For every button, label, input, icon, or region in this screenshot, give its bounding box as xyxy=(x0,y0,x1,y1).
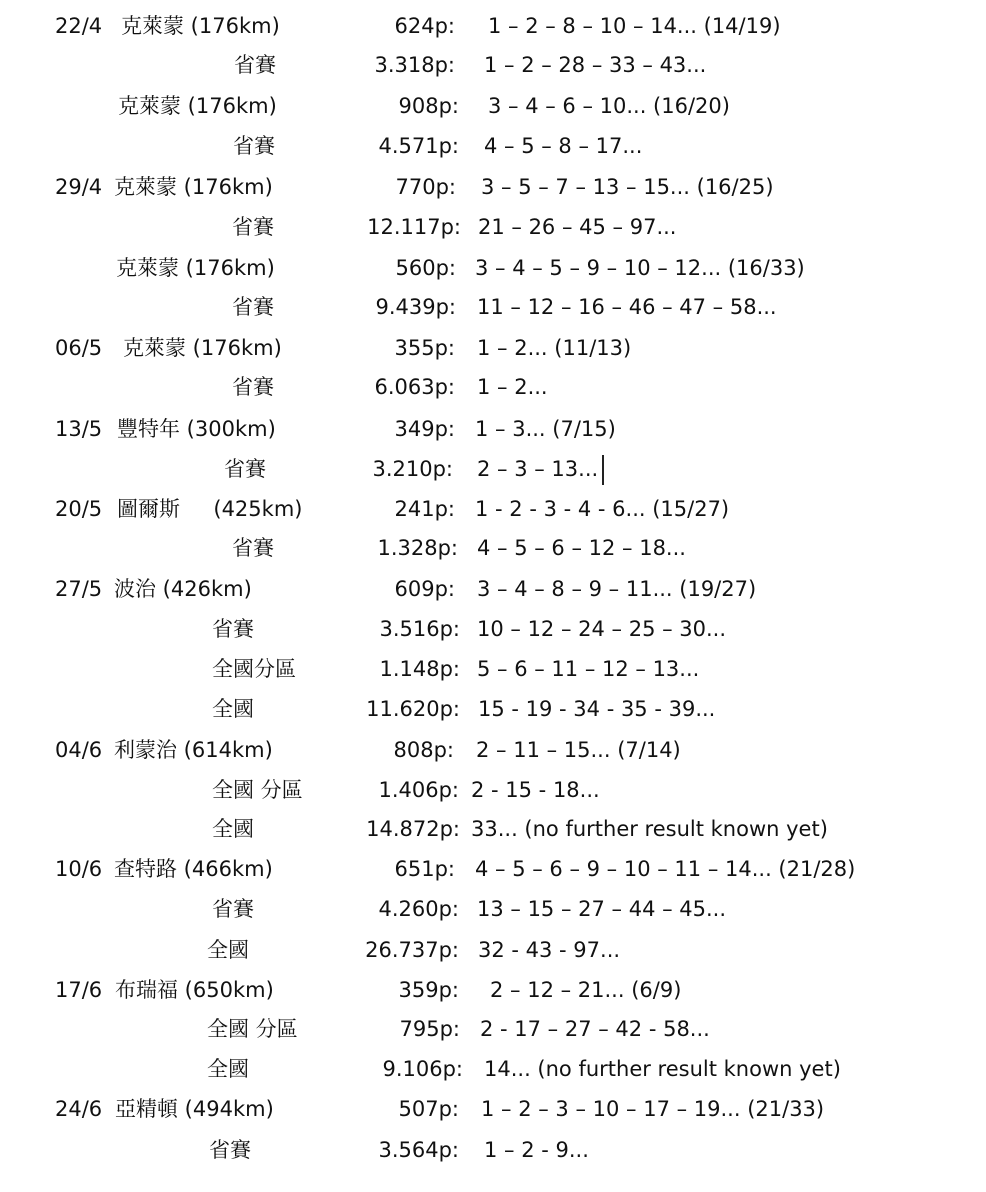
race-positions: 3 – 4 – 6 – 10... (16/20) xyxy=(488,94,730,118)
race-location: 省賽 xyxy=(233,134,275,158)
race-positions: 32 - 43 - 97... xyxy=(478,938,621,962)
pigeon-count: 624p: xyxy=(394,14,455,38)
result-row xyxy=(0,290,986,324)
pigeon-count: 908p: xyxy=(398,94,459,118)
race-positions: 21 – 26 – 45 – 97... xyxy=(478,215,677,239)
race-date: 27/5 xyxy=(55,577,103,601)
pigeon-count: 9.106p: xyxy=(382,1057,463,1081)
race-positions: 13 – 15 – 27 – 44 – 45... xyxy=(477,897,727,921)
result-row xyxy=(0,1052,986,1086)
race-positions: 2 – 3 – 13... xyxy=(477,457,599,481)
pigeon-count: 12.117p: xyxy=(367,215,461,239)
pigeon-count: 359p: xyxy=(398,978,459,1002)
result-row xyxy=(0,892,986,926)
result-row xyxy=(0,129,986,163)
pigeon-count: 3.318p: xyxy=(374,53,455,77)
result-row xyxy=(0,452,986,486)
race-positions: 3 – 4 – 8 – 9 – 11... (19/27) xyxy=(477,577,757,601)
race-positions: 4 – 5 – 6 – 9 – 10 – 11 – 14... (21/28) xyxy=(475,857,856,881)
race-location: 全國 分區 xyxy=(212,778,303,802)
race-date: 17/6 xyxy=(55,978,103,1002)
result-row xyxy=(0,370,986,404)
pigeon-count: 4.571p: xyxy=(378,134,459,158)
race-location: 克萊蒙 (176km) xyxy=(114,175,273,199)
race-location: 豐特年 (300km) xyxy=(117,417,276,441)
pigeon-count: 560p: xyxy=(395,256,456,280)
pigeon-count: 11.620p: xyxy=(366,697,460,721)
result-row xyxy=(0,1133,986,1167)
pigeon-count: 770p: xyxy=(395,175,456,199)
race-positions: 4 – 5 – 6 – 12 – 18... xyxy=(477,536,686,560)
race-location: 省賽 xyxy=(224,457,266,481)
race-positions: 1 – 2 – 8 – 10 – 14... (14/19) xyxy=(488,14,781,38)
race-positions: 3 – 4 – 5 – 9 – 10 – 12... (16/33) xyxy=(475,256,805,280)
race-date: 13/5 xyxy=(55,417,103,441)
pigeon-count: 9.439p: xyxy=(375,295,456,319)
race-location: 圖爾斯 (425km) xyxy=(117,497,303,521)
pigeon-count: 1.328p: xyxy=(377,536,458,560)
result-row xyxy=(0,692,986,726)
pigeon-count: 3.516p: xyxy=(379,617,460,641)
race-location: 省賽 xyxy=(212,897,254,921)
result-row xyxy=(0,492,986,526)
race-location: 克萊蒙 (176km) xyxy=(116,256,275,280)
race-location: 全國 xyxy=(212,817,254,841)
pigeon-count: 609p: xyxy=(394,577,455,601)
race-location: 全國分區 xyxy=(212,657,296,681)
result-row xyxy=(0,531,986,565)
result-row xyxy=(0,852,986,886)
race-positions: 2 – 11 – 15... (7/14) xyxy=(476,738,681,762)
pigeon-count: 6.063p: xyxy=(374,375,455,399)
race-positions: 1 - 2 - 3 - 4 - 6... (15/27) xyxy=(475,497,730,521)
race-date: 10/6 xyxy=(55,857,103,881)
result-row xyxy=(0,773,986,807)
result-row xyxy=(0,812,986,846)
pigeon-count: 3.210p: xyxy=(372,457,453,481)
race-location: 克萊蒙 (176km) xyxy=(123,336,282,360)
race-date: 06/5 xyxy=(55,336,103,360)
race-location: 省賽 xyxy=(209,1138,251,1162)
pigeon-count: 651p: xyxy=(394,857,455,881)
pigeon-count: 241p: xyxy=(394,497,455,521)
race-date: 20/5 xyxy=(55,497,103,521)
result-row xyxy=(0,9,986,43)
race-location: 全國 xyxy=(207,1057,249,1081)
race-location: 省賽 xyxy=(232,295,274,319)
result-row xyxy=(0,89,986,123)
race-location: 亞精頓 (494km) xyxy=(115,1097,274,1121)
race-positions: 1 – 2... (11/13) xyxy=(477,336,632,360)
race-positions: 15 - 19 - 34 - 35 - 39... xyxy=(478,697,716,721)
race-positions: 2 - 17 – 27 – 42 - 58... xyxy=(480,1017,710,1041)
race-positions: 2 – 12 – 21... (6/9) xyxy=(490,978,682,1002)
race-location: 省賽 xyxy=(232,536,274,560)
race-location: 克萊蒙 (176km) xyxy=(118,94,277,118)
result-row xyxy=(0,973,986,1007)
result-row xyxy=(0,733,986,767)
race-location: 查特路 (466km) xyxy=(114,857,273,881)
race-positions: 33... (no further result known yet) xyxy=(471,817,828,841)
result-row xyxy=(0,1092,986,1126)
pigeon-count: 3.564p: xyxy=(378,1138,459,1162)
pigeon-count: 1.406p: xyxy=(378,778,459,802)
race-positions: 1 – 3... (7/15) xyxy=(475,417,616,441)
race-location: 省賽 xyxy=(212,617,254,641)
race-positions: 14... (no further result known yet) xyxy=(484,1057,841,1081)
race-positions: 10 – 12 – 24 – 25 – 30... xyxy=(477,617,727,641)
pigeon-count: 808p: xyxy=(393,738,454,762)
race-location: 全國 分區 xyxy=(207,1017,298,1041)
result-row xyxy=(0,48,986,82)
race-date: 22/4 xyxy=(55,14,103,38)
pigeon-count: 1.148p: xyxy=(379,657,460,681)
race-location: 克萊蒙 (176km) xyxy=(121,14,280,38)
race-location: 省賽 xyxy=(234,53,276,77)
pigeon-count: 507p: xyxy=(398,1097,459,1121)
race-positions: 1 – 2 – 28 – 33 – 43... xyxy=(484,53,707,77)
race-positions: 1 – 2 - 9... xyxy=(484,1138,589,1162)
race-location: 省賽 xyxy=(232,375,274,399)
result-row xyxy=(0,612,986,646)
pigeon-count: 26.737p: xyxy=(365,938,459,962)
result-row xyxy=(0,572,986,606)
race-location: 全國 xyxy=(212,697,254,721)
result-row xyxy=(0,251,986,285)
result-row xyxy=(0,331,986,365)
result-row xyxy=(0,170,986,204)
text-cursor xyxy=(602,455,604,485)
pigeon-count: 355p: xyxy=(394,336,455,360)
race-positions: 4 – 5 – 8 – 17... xyxy=(484,134,643,158)
pigeon-count: 4.260p: xyxy=(378,897,459,921)
race-positions: 2 - 15 - 18... xyxy=(471,778,600,802)
pigeon-count: 14.872p: xyxy=(366,817,460,841)
result-row xyxy=(0,412,986,446)
race-location: 波治 (426km) xyxy=(114,577,252,601)
result-row xyxy=(0,210,986,244)
race-positions: 11 – 12 – 16 – 46 – 47 – 58... xyxy=(477,295,777,319)
race-location: 全國 xyxy=(207,938,249,962)
pigeon-count: 795p: xyxy=(399,1017,460,1041)
result-row xyxy=(0,933,986,967)
race-date: 29/4 xyxy=(55,175,103,199)
race-date: 24/6 xyxy=(55,1097,103,1121)
pigeon-count: 349p: xyxy=(394,417,455,441)
race-positions: 3 – 5 – 7 – 13 – 15... (16/25) xyxy=(481,175,774,199)
race-location: 利蒙治 (614km) xyxy=(114,738,273,762)
race-positions: 1 – 2... xyxy=(477,375,548,399)
result-row xyxy=(0,652,986,686)
race-positions: 1 – 2 – 3 – 10 – 17 – 19... (21/33) xyxy=(481,1097,825,1121)
race-location: 省賽 xyxy=(232,215,274,239)
result-row xyxy=(0,1012,986,1046)
race-location: 布瑞福 (650km) xyxy=(115,978,274,1002)
race-date: 04/6 xyxy=(55,738,103,762)
race-positions: 5 – 6 – 11 – 12 – 13... xyxy=(477,657,700,681)
